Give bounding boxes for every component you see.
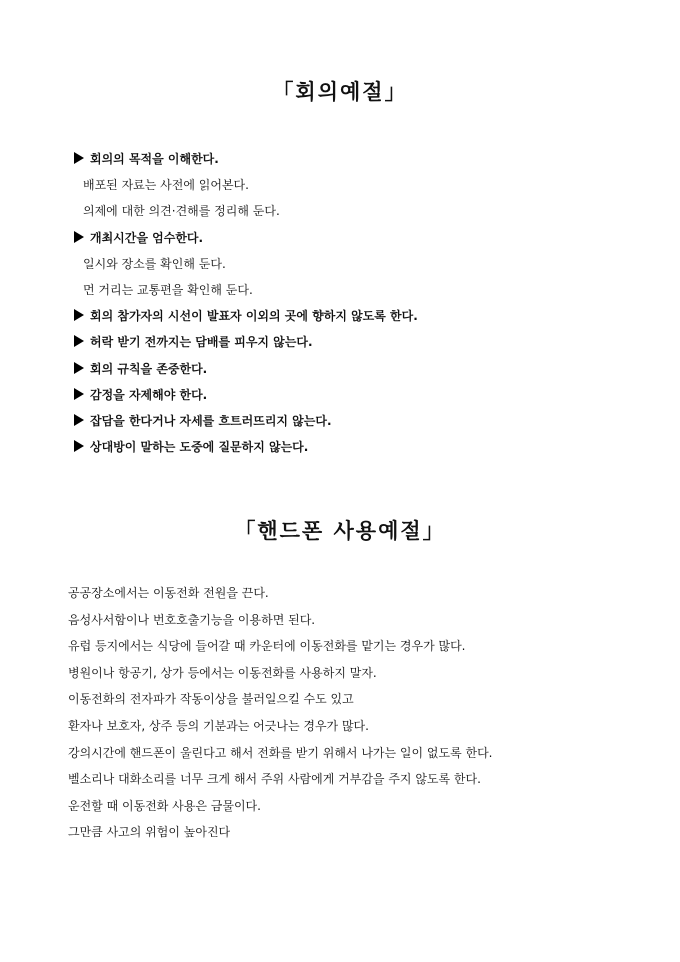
play-triangle-icon [74, 231, 84, 243]
list-item-heading [74, 146, 418, 172]
play-triangle-icon [74, 414, 84, 426]
play-triangle-icon [74, 152, 84, 164]
phone-etiquette-list [68, 580, 493, 846]
list-item-text: 회의 규칙을 존중한다. [90, 361, 208, 376]
play-triangle-icon [74, 335, 84, 347]
list-item-heading [74, 356, 418, 382]
list-item-text: 일시와 장소를 확인해 둔다. [83, 256, 226, 271]
list-item-heading [74, 225, 418, 251]
phone-etiquette-title: 「핸드폰 사용예절」 [234, 518, 446, 543]
list-item-sub [74, 172, 418, 198]
list-item-text: 개최시간을 엄수한다. [90, 230, 204, 245]
list-item-heading [74, 329, 418, 355]
list-item-heading [74, 382, 418, 408]
list-item-sub [74, 251, 418, 277]
meeting-etiquette-list [74, 146, 418, 460]
paragraph-line: 병원이나 항공기, 상가 등에서는 이동전화를 사용하지 말자. [68, 665, 377, 680]
list-item-heading [74, 303, 418, 329]
paragraph-line: 음성사서함이나 번호호출기능을 이용하면 된다. [68, 612, 316, 627]
paragraph-line: 유럽 등지에서는 식당에 들어갈 때 카운터에 이동전화를 맡기는 경우가 많다. [68, 639, 466, 654]
list-item-heading [74, 408, 418, 434]
meeting-etiquette-title: 「회의예절」 [272, 79, 408, 104]
list-item-text: 잡담을 한다거나 자세를 흐트러뜨리지 않는다. [90, 413, 332, 428]
play-triangle-icon [74, 388, 84, 400]
list-item-text: 상대방이 말하는 도중에 질문하지 않는다. [90, 440, 309, 455]
paragraph-line: 그만큼 사고의 위험이 높아진다 [68, 825, 231, 840]
list-item-text: 감정을 자제해야 한다. [90, 387, 208, 402]
play-triangle-icon [74, 362, 84, 374]
paragraph-line: 환자나 보호자, 상주 등의 기분과는 어긋나는 경우가 많다. [68, 718, 369, 733]
paragraph-line: 운전할 때 이동전화 사용은 금물이다. [68, 798, 261, 813]
paragraph-line: 공공장소에서는 이동전화 전원을 끈다. [68, 586, 269, 600]
list-item-text: 배포된 자료는 사전에 읽어본다. [83, 178, 249, 193]
paragraph-line: 강의시간에 핸드폰이 울린다고 해서 전화를 받기 위해서 나가는 일이 없도록 한다. [68, 745, 493, 760]
list-item-text: 허락 받기 전까지는 담배를 피우지 않는다. [90, 335, 313, 350]
list-item-text: 의제에 대한 의견·견해를 정리해 둔다. [83, 204, 280, 219]
list-item-text: 회의의 목적을 이해한다. [90, 152, 219, 166]
list-item-text: 회의 참가자의 시선이 발표자 이외의 곳에 향하지 않도록 한다. [90, 309, 418, 324]
play-triangle-icon [74, 440, 84, 452]
paragraph-line: 이동전화의 전자파가 작동이상을 불러일으킬 수도 있고 [68, 692, 354, 707]
list-item-sub [74, 277, 418, 303]
list-item-text: 먼 거리는 교통편을 확인해 둔다. [83, 282, 253, 297]
play-triangle-icon [74, 309, 84, 321]
paragraph-line: 벨소리나 대화소리를 너무 크게 해서 주위 사람에게 거부감을 주지 않도록 한다. [68, 772, 481, 787]
list-item-heading [74, 434, 418, 460]
list-item-sub [74, 198, 418, 224]
